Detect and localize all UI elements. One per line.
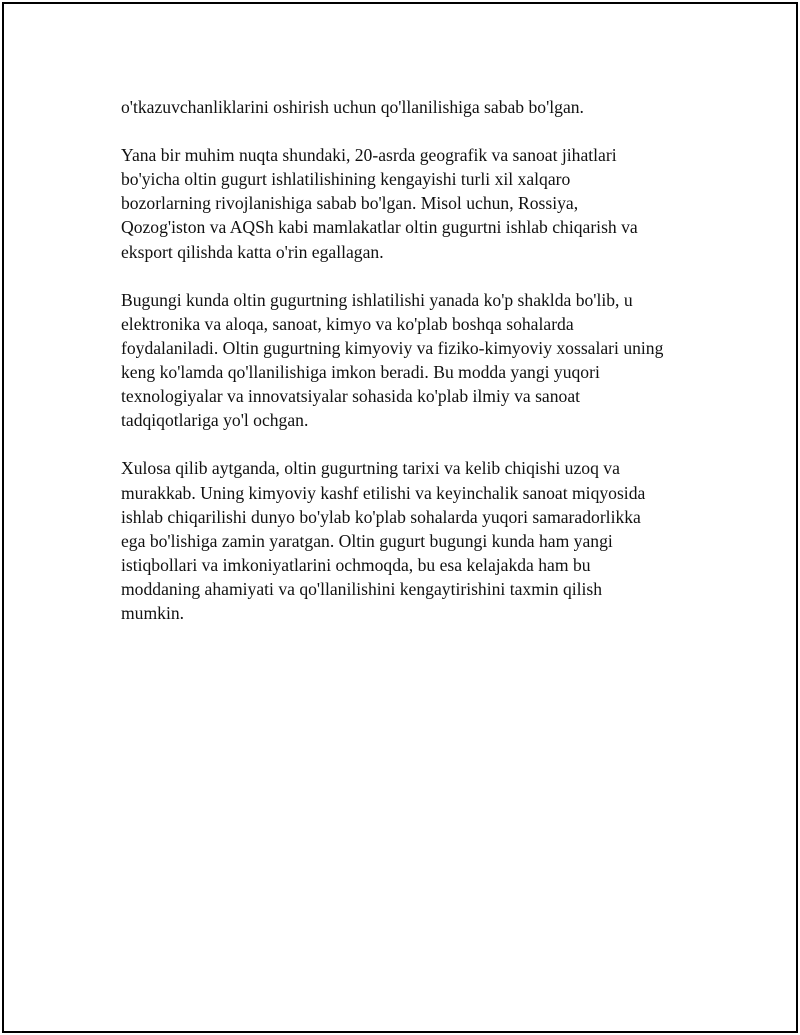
- page-frame: [2, 2, 798, 1033]
- paragraph: Xulosa qilib aytganda, oltin gugurtning tarixi va kelib chiqishi uzoq va murakkab. Uning kimyoviy kashf etilishi va keyinchalik sanoat miqyosida ishlab chiqarilishi dunyo bo'ylab ko'plab sohalarda yuqori samaradorlikka ega bo'lishiga zamin yaratgan. Oltin gugurt bugungi kunda ham yangi istiqbollari va imkoniyatlarini ochmoqda, bu esa kelajakda ham bu moddaning ahamiyati va qo'llanilishini kengaytirishini taxmin qilish mumkin.: [121, 458, 646, 623]
- document-body: [121, 95, 701, 649]
- paragraph: o'tkazuvchanliklarini oshirish uchun qo'llanilishiga sabab bo'lgan.: [121, 97, 584, 117]
- paragraph: Yana bir muhim nuqta shundaki, 20-asrda geografik va sanoat jihatlari bo'yicha oltin gugurt ishlatilishining kengayishi turli xil xalqaro bozorlarning rivojlanishiga sabab bo'lgan. Misol uchun, Rossiya, Qozog'iston va AQSh kabi mamlakatlar oltin gugurtni ishlab chiqarish va eksport qilishda katta o'rin egallagan.: [121, 145, 638, 262]
- paragraph: Bugungi kunda oltin gugurtning ishlatilishi yanada ko'p shaklda bo'lib, u elektronika va aloqa, sanoat, kimyo va ko'plab boshqa sohalarda foydalaniladi. Oltin gugurtning kimyoviy va fiziko-kimyoviy xossalari uning keng ko'lamda qo'llanilishiga imkon beradi. Bu modda yangi yuqori texnologiyalar va innovatsiyalar sohasida ko'plab ilmiy va sanoat tadqiqotlariga yo'l ochgan.: [121, 289, 664, 431]
